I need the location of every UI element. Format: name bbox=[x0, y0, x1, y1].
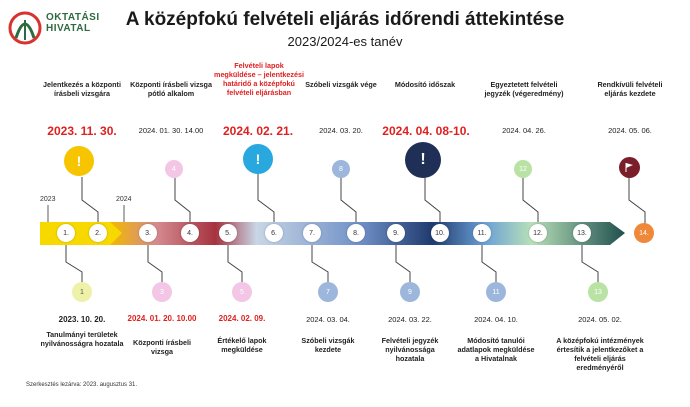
event-marker-1: 1 bbox=[72, 282, 92, 302]
timeline-point: 1. bbox=[57, 224, 75, 242]
bottom-event-date: 2024. 02. 09. bbox=[218, 314, 266, 323]
page-subtitle: 2023/2024-es tanév bbox=[287, 34, 403, 49]
bottom-event-label: Szóbeli vizsgák kezdete bbox=[301, 336, 355, 354]
top-event-date: 2024. 03. 20. bbox=[319, 126, 363, 135]
logo-text: OKTATÁSI HIVATAL bbox=[46, 12, 100, 34]
bottom-event-label: Központi írásbeli vizsga bbox=[133, 338, 191, 356]
top-event-date: 2024. 05. 06. bbox=[608, 126, 652, 135]
alert-icon: ! bbox=[405, 142, 441, 178]
timeline-point: 10. bbox=[431, 224, 449, 242]
bottom-event-date: 2024. 03. 04. bbox=[306, 315, 350, 324]
top-event-label: Rendkívüli felvételi eljárás kezdete bbox=[597, 80, 663, 98]
timeline-point: 3. bbox=[139, 224, 157, 242]
bottom-event-label: Felvételi jegyzék nyilvánossága hozatala bbox=[381, 336, 439, 363]
timeline-point: 4. bbox=[181, 224, 199, 242]
timeline-point: 13. bbox=[573, 224, 591, 242]
timeline-point-final: 14. bbox=[634, 223, 654, 243]
timeline-point: 12. bbox=[529, 224, 547, 242]
top-event-date: 2024. 04. 26. bbox=[502, 126, 546, 135]
alert-icon: ! bbox=[243, 144, 273, 174]
event-marker-4: 4 bbox=[165, 160, 183, 178]
event-marker-3: 3 bbox=[152, 282, 172, 302]
bottom-event-date: 2024. 03. 22. bbox=[388, 315, 432, 324]
timeline-point: 2. bbox=[89, 224, 107, 242]
top-event-label-highlight: Felvételi lapok megküldése – jelentkezési határidő a középfokú felvételi eljárásban bbox=[214, 61, 304, 97]
event-marker-9: 9 bbox=[400, 282, 420, 302]
timeline-point: 11. bbox=[473, 224, 491, 242]
timeline-point: 6. bbox=[265, 224, 283, 242]
event-marker-7: 7 bbox=[318, 282, 338, 302]
timeline-point: 7. bbox=[303, 224, 321, 242]
top-event-label: Szóbeli vizsgák vége bbox=[305, 80, 377, 89]
top-event-label: Módosító időszak bbox=[394, 80, 456, 89]
timeline-point: 5. bbox=[219, 224, 237, 242]
top-event-date: 2024. 02. 21. bbox=[222, 124, 294, 138]
bottom-event-label: Értékelő lapok megküldése bbox=[217, 336, 267, 354]
bottom-event-label: Módosító tanulói adatlapok megküldése a Hivatalnak bbox=[457, 336, 535, 363]
top-event-label: Központi írásbeli vizsga pótló alkalom bbox=[130, 80, 212, 98]
year-2024-label: 2024 bbox=[116, 196, 132, 203]
event-marker-13: 13 bbox=[588, 282, 608, 302]
bottom-event-date: 2023. 10. 20. bbox=[58, 315, 106, 324]
year-2023-label: 2023 bbox=[40, 196, 56, 203]
bottom-event-date: 2024. 04. 10. bbox=[474, 315, 518, 324]
timeline-point: 9. bbox=[387, 224, 405, 242]
event-marker-8: 8 bbox=[332, 160, 350, 178]
top-event-label: Jelentkezés a központi írásbeli vizsgára bbox=[43, 80, 121, 98]
alert-icon: ! bbox=[64, 146, 94, 176]
bottom-event-date: 2024. 05. 02. bbox=[578, 315, 622, 324]
flag-icon bbox=[619, 157, 640, 178]
top-event-date: 2024. 04. 08-10. bbox=[382, 124, 470, 138]
top-event-label: Egyeztetett felvételi jegyzék (végeredmény) bbox=[484, 80, 564, 98]
bottom-event-label: Tanulmányi területek nyilvánosságra hozatala bbox=[40, 330, 124, 348]
event-marker-12: 12 bbox=[514, 160, 532, 178]
footer-note: Szerkesztés lezárva: 2023. augusztus 31. bbox=[26, 382, 138, 388]
event-marker-11: 11 bbox=[486, 282, 506, 302]
top-event-date: 2024. 01. 30. 14.00 bbox=[138, 126, 204, 135]
timeline-point: 8. bbox=[347, 224, 365, 242]
top-event-date: 2023. 11. 30. bbox=[47, 124, 117, 138]
bottom-event-label: A középfokú intézmények értesítik a jelentkezőket a felvételi eljárás eredményéről bbox=[556, 336, 644, 372]
event-marker-5: 5 bbox=[232, 282, 252, 302]
bottom-event-date: 2024. 01. 20. 10.00 bbox=[127, 314, 197, 323]
page-title: A középfokú felvételi eljárás időrendi áttekintése bbox=[125, 9, 565, 30]
